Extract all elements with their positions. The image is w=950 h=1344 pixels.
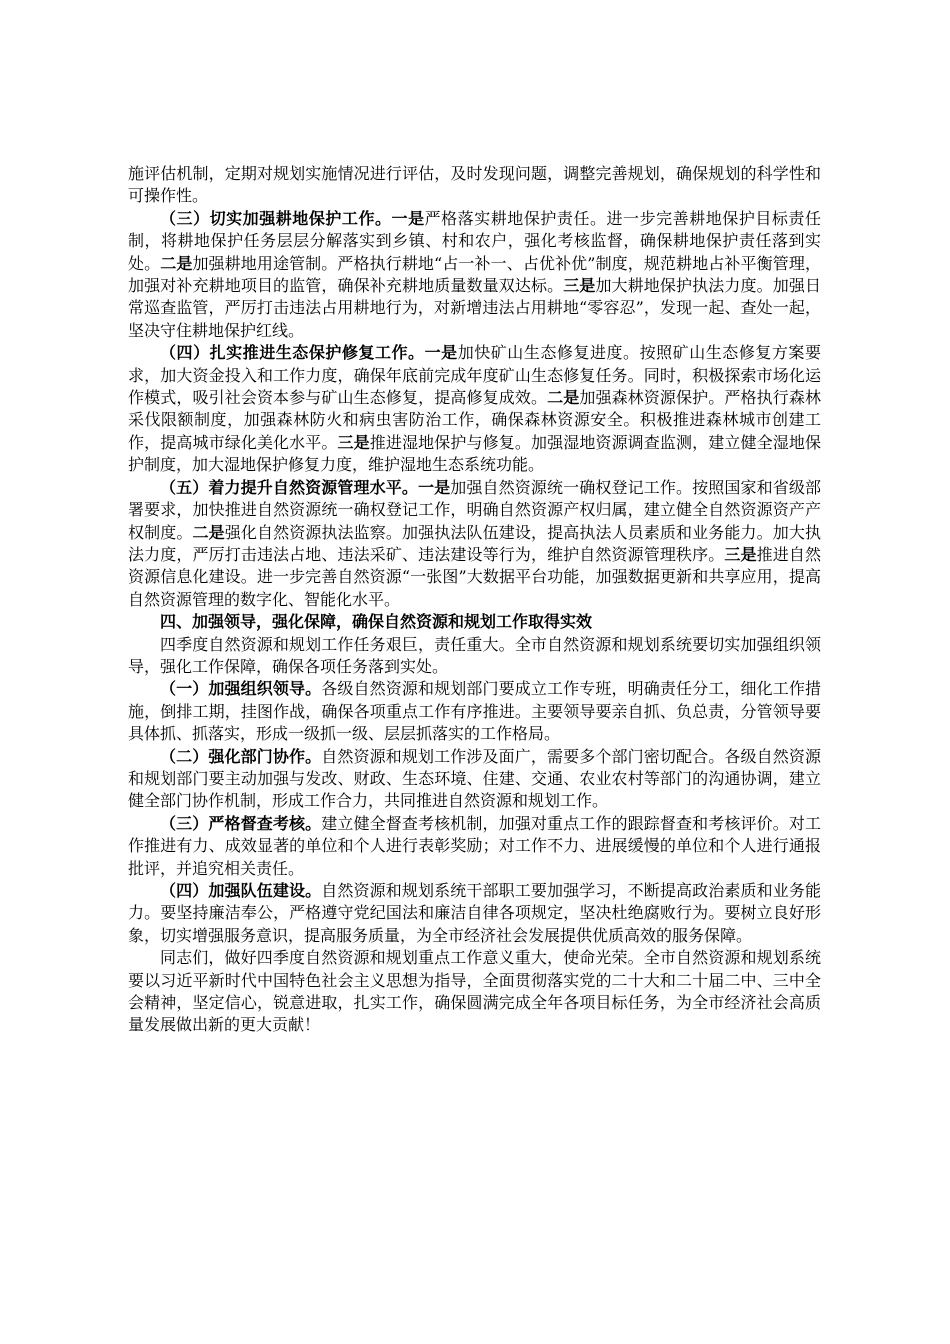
point-marker: 三是 xyxy=(724,544,757,564)
point-marker: 二是 xyxy=(192,522,225,542)
paragraph-text: 同志们，做好四季度自然资源和规划重点工作意义重大，使命光荣。全市自然资源和规划系统要以习近平新时代中国特色社会主义思想为指导，全面贯彻落实党的二十大和二十届二中、三中全会精神，坚定信心，锐意进取，扎实工作，确保圆满完成全年各项目标任务，为全市经济社会高质量发展做出新的更大贡献！ xyxy=(128,948,821,1035)
point-marker: 一是 xyxy=(391,208,425,228)
section-title: （四）加强队伍建设。 xyxy=(160,881,322,900)
point-marker: 三是 xyxy=(563,276,596,296)
paragraph-resource-management xyxy=(128,477,821,611)
point-marker: 一是 xyxy=(417,477,451,497)
paragraph-text: 建立健全督查考核机制，加强对重点工作的跟踪督查和考核评价。对工作推进有力、成效显著的单位和个人进行表彰奖励；对工作不力、进展缓慢的单位和个人进行通报批评，并追究相关责任。 xyxy=(128,813,821,878)
point-marker: 一是 xyxy=(424,343,458,363)
paragraph-text: 自然资源和规划系统干部职工要加强学习，不断提高政治素质和业务能力。要坚持廉洁奉公，严格遵守党纪国法和廉洁自律各项规定，坚决杜绝腐败行为。要树立良好形象，切实增强服务意识，提高服务质量，为全市经济社会发展提供优质高效的服务保障。 xyxy=(128,881,821,945)
point-text: 推进湿地保护与修复。加强湿地资源调查监测，建立健全湿地保护制度，加大湿地保护修复力度，维护湿地生态系统功能。 xyxy=(128,432,821,475)
section-title: （一）加强组织领导。 xyxy=(160,679,322,699)
point-text: 严格落实耕地保护责任。进一步完善耕地保护目标责任制，将耕地保护任务层层分解落实到乡镇、村和农户，强化考核监督，确保耕地保护责任落到实处。 xyxy=(128,208,821,273)
paragraph-team-building xyxy=(128,880,821,947)
paragraph-closing xyxy=(128,947,821,1037)
paragraph-text: 四季度自然资源和规划工作任务艰巨，责任重大。全市自然资源和规划系统要切实加强组织领导，强化工作保障，确保各项任务落到实处。 xyxy=(128,634,821,676)
paragraph-continuation xyxy=(128,163,821,208)
point-marker: 三是 xyxy=(337,432,370,452)
section-title: （三）严格督查考核。 xyxy=(160,813,322,833)
paragraph-organization-leadership xyxy=(128,678,821,745)
section-title: （二）强化部门协作。 xyxy=(160,746,322,766)
section-title: （三）切实加强耕地保护工作。 xyxy=(160,208,392,228)
point-text: 强化自然资源执法监察。加强执法队伍建设，提高执法人员素质和业务能力。加大执法力度，严厉打击违法占地、违法采矿、违法建设等行为，维护自然资源管理秩序。 xyxy=(128,522,821,564)
section-title: （五）着力提升自然资源管理水平。 xyxy=(160,477,418,497)
section-title: （四）扎实推进生态保护修复工作。 xyxy=(160,343,425,363)
document-page xyxy=(128,163,821,1037)
point-marker: 二是 xyxy=(160,253,193,273)
paragraph-text: 自然资源和规划工作涉及面广，需要多个部门密切配合。各级自然资源和规划部门要主动加强与发改、财政、生态环境、住建、交通、农业农村等部门的沟通协调，建立健全部门协作机制，形成工作合力，共同推进自然资源和规划工作。 xyxy=(128,746,821,811)
paragraph-department-cooperation xyxy=(128,746,821,813)
paragraph-ecological-restoration xyxy=(128,342,821,476)
point-text: 加强森林资源保护。严格执行森林采伐限额制度，加强森林防火和病虫害防治工作，确保森林资源安全。积极推进森林城市创建工作，提高城市绿化美化水平。 xyxy=(128,388,821,452)
point-text: 加快矿山生态修复进度。按照矿山生态修复方案要求，加大资金投入和工作力度，确保年底前完成年度矿山生态修复任务。同时，积极探索市场化运作模式，吸引社会资本参与矿山生态修复，提高修复成效。 xyxy=(128,343,821,408)
paragraph-text: 施评估机制，定期对规划实施情况进行评估，及时发现问题，调整完善规划，确保规划的科学性和可操作性。 xyxy=(128,164,821,206)
paragraph-farmland-protection xyxy=(128,208,821,342)
point-text: 加强耕地用途管制。严格执行耕地“占一补一、占优补优”制度，规范耕地占补平衡管理，加强对补充耕地项目的监管，确保补充耕地质量数量双达标。 xyxy=(128,253,821,296)
paragraph-supervision-assessment xyxy=(128,813,821,880)
section-heading: 四、加强领导，强化保障，确保自然资源和规划工作取得实效 xyxy=(160,612,593,632)
paragraph-text: 各级自然资源和规划部门要成立工作专班，明确责任分工，细化工作措施，倒排工期，挂图作战，确保各项重点工作有序推进。主要领导要亲自抓、负总责，分管领导要具体抓、抓落实，形成一级抓一级、层层抓落实的工作格局。 xyxy=(128,679,821,744)
point-marker: 二是 xyxy=(547,388,580,408)
point-text: 加强自然资源统一确权登记工作。按照国家和省级部署要求，加快推进自然资源统一确权登记工作，明确自然资源产权归属，建立健全自然资源资产产权制度。 xyxy=(128,477,821,542)
point-text: 推进自然资源信息化建设。进一步完善自然资源“一张图”大数据平台功能，加强数据更新和共享应用，提高自然资源管理的数字化、智能化水平。 xyxy=(128,544,821,609)
paragraph-intro xyxy=(128,634,821,679)
point-text: 加大耕地保护执法力度。加强日常巡查监管，严厉打击违法占用耕地行为，对新增违法占用耕地“零容忍”，发现一起、查处一起，坚决守住耕地保护红线。 xyxy=(128,276,821,340)
